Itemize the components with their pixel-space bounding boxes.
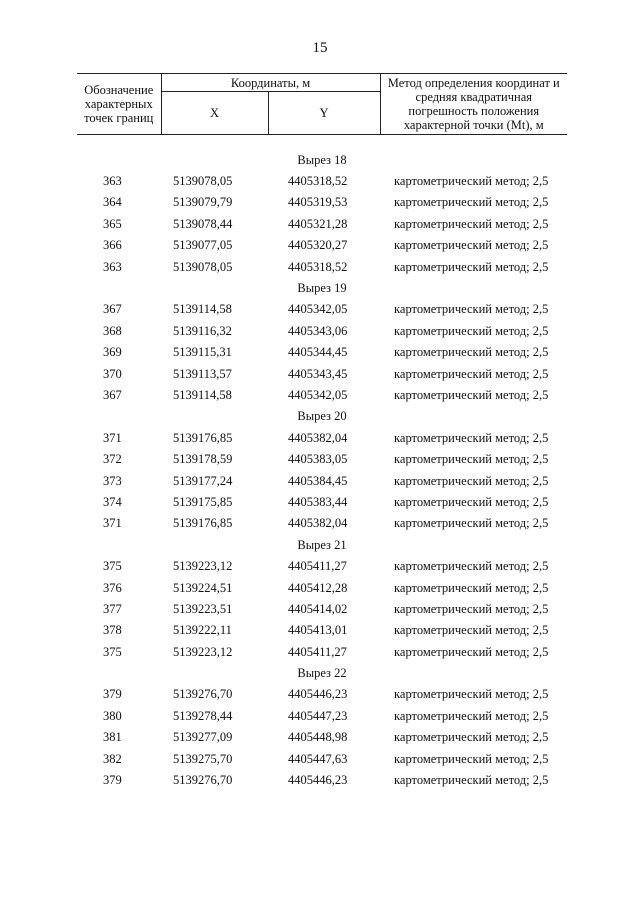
point-number: 370: [103, 366, 122, 381]
point-number: 381: [103, 730, 122, 745]
point-number: 379: [103, 687, 122, 702]
table-row: [77, 641, 567, 662]
coord-y: 4405411,27: [288, 644, 347, 659]
table-row: [77, 363, 567, 384]
coord-y: 4405318,52: [288, 174, 348, 189]
section-row: [77, 406, 567, 427]
table-row: [77, 620, 567, 641]
point-number: 372: [103, 452, 122, 467]
table-row: [77, 513, 567, 534]
point-number: 378: [103, 623, 122, 638]
coord-x: 5139078,05: [173, 259, 233, 274]
coord-y: 4405342,05: [288, 387, 348, 402]
point-number: 380: [103, 708, 122, 723]
section-row: [77, 662, 567, 683]
table-row: [77, 320, 567, 341]
coord-y: 4405318,52: [288, 259, 348, 274]
point-number: 371: [103, 516, 122, 531]
point-number: 374: [103, 494, 122, 509]
table-row: [77, 555, 567, 576]
coord-x: 5139275,70: [173, 751, 233, 766]
coord-x: 5139114,58: [173, 302, 232, 317]
header-coordinates: Координаты, м: [161, 74, 380, 92]
coord-x: 5139277,09: [173, 730, 233, 745]
method-cell: картометрический метод; 2,5: [394, 494, 549, 509]
coord-x: 5139078,44: [173, 216, 233, 231]
coord-y: 4405383,05: [288, 452, 348, 467]
coord-y: 4405414,02: [288, 601, 348, 616]
method-cell: картометрический метод; 2,5: [394, 387, 549, 402]
table-row: [77, 256, 567, 277]
table-row: [77, 299, 567, 320]
point-number: 363: [103, 259, 122, 274]
point-number: 366: [103, 238, 122, 253]
point-number: 375: [103, 559, 122, 574]
coord-y: 4405383,44: [288, 494, 348, 509]
header-x: X: [161, 92, 268, 135]
coord-x: 5139276,70: [173, 773, 233, 788]
point-number: 371: [103, 430, 122, 445]
coord-x: 5139077,05: [173, 238, 233, 253]
coord-y: 4405342,05: [288, 302, 348, 317]
coord-y: 4405412,28: [288, 580, 348, 595]
method-cell: картометрический метод; 2,5: [394, 473, 549, 488]
point-number: 375: [103, 644, 122, 659]
method-cell: картометрический метод; 2,5: [394, 345, 549, 360]
section-row: [77, 149, 567, 170]
method-cell: картометрический метод; 2,5: [394, 174, 549, 189]
table-row: [77, 705, 567, 726]
section-title: Вырез 22: [297, 666, 347, 681]
method-cell: картометрический метод; 2,5: [394, 559, 549, 574]
coord-x: 5139223,12: [173, 559, 233, 574]
method-cell: картометрический метод; 2,5: [394, 601, 549, 616]
table-row: [77, 491, 567, 512]
point-number: 377: [103, 601, 122, 616]
table-row: [77, 684, 567, 705]
coord-x: 5139176,85: [173, 516, 233, 531]
header-method: Метод определения координат и средняя квадратичная погрешность положения характерной точки (Mt), м: [380, 74, 567, 135]
coord-x: 5139224,51: [173, 580, 233, 595]
method-cell: картометрический метод; 2,5: [394, 452, 549, 467]
method-cell: картометрический метод; 2,5: [394, 687, 549, 702]
point-number: 376: [103, 580, 122, 595]
point-number: 368: [103, 323, 122, 338]
coord-y: 4405446,23: [288, 773, 348, 788]
method-cell: картометрический метод; 2,5: [394, 516, 549, 531]
coord-x: 5139115,31: [173, 345, 232, 360]
table-row: [77, 342, 567, 363]
table-row: [77, 748, 567, 769]
coord-y: 4405447,23: [288, 708, 348, 723]
table-row: [77, 213, 567, 234]
coord-y: 4405343,06: [288, 323, 348, 338]
page-number: 15: [312, 40, 328, 56]
method-cell: картометрический метод; 2,5: [394, 623, 549, 638]
point-number: 382: [103, 751, 122, 766]
coord-y: 4405411,27: [288, 559, 347, 574]
section-title: Вырез 19: [297, 281, 347, 296]
method-cell: картометрический метод; 2,5: [394, 644, 549, 659]
coord-x: 5139116,32: [173, 323, 232, 338]
method-cell: картометрический метод; 2,5: [394, 580, 549, 595]
method-cell: картометрический метод; 2,5: [394, 751, 549, 766]
section-title: Вырез 20: [297, 409, 347, 424]
table-body: [77, 135, 567, 791]
point-number: 367: [103, 302, 122, 317]
table-row: [77, 384, 567, 405]
point-number: 364: [103, 195, 122, 210]
section-row: [77, 534, 567, 555]
method-cell: картометрический метод; 2,5: [394, 366, 549, 381]
coord-y: 4405382,04: [288, 430, 348, 445]
coord-y: 4405446,23: [288, 687, 348, 702]
method-cell: картометрический метод; 2,5: [394, 216, 549, 231]
coord-y: 4405344,45: [288, 345, 348, 360]
coord-x: 5139222,11: [173, 623, 232, 638]
point-number: 369: [103, 345, 122, 360]
point-number: 367: [103, 387, 122, 402]
coord-y: 4405384,45: [288, 473, 348, 488]
coord-x: 5139114,58: [173, 387, 232, 402]
coord-y: 4405447,63: [288, 751, 348, 766]
table-row: [77, 470, 567, 491]
method-cell: картометрический метод; 2,5: [394, 195, 549, 210]
point-number: 363: [103, 174, 122, 189]
method-cell: картометрический метод; 2,5: [394, 730, 549, 745]
method-cell: картометрический метод; 2,5: [394, 238, 549, 253]
method-cell: картометрический метод; 2,5: [394, 259, 549, 274]
header-designation: Обозначение характерных точек границ: [77, 74, 161, 135]
coord-x: 5139177,24: [173, 473, 233, 488]
coord-y: 4405319,53: [288, 195, 348, 210]
table-row: [77, 727, 567, 748]
coord-x: 5139223,51: [173, 601, 233, 616]
point-number: 365: [103, 216, 122, 231]
point-number: 373: [103, 473, 122, 488]
coordinates-table: [77, 73, 567, 791]
method-cell: картометрический метод; 2,5: [394, 773, 549, 788]
section-title: Вырез 18: [297, 152, 347, 167]
table-row: [77, 192, 567, 213]
coord-y: 4405413,01: [288, 623, 348, 638]
section-row: [77, 277, 567, 298]
coord-x: 5139176,85: [173, 430, 233, 445]
method-cell: картометрический метод; 2,5: [394, 430, 549, 445]
table-row: [77, 577, 567, 598]
section-title: Вырез 21: [297, 537, 347, 552]
coord-y: 4405448,98: [288, 730, 348, 745]
table-header: [77, 74, 567, 135]
table-row: [77, 427, 567, 448]
header-y: Y: [268, 92, 380, 135]
point-number: 379: [103, 773, 122, 788]
coord-y: 4405321,28: [288, 216, 348, 231]
coord-x: 5139175,85: [173, 494, 233, 509]
method-cell: картометрический метод; 2,5: [394, 708, 549, 723]
method-cell: картометрический метод; 2,5: [394, 323, 549, 338]
coord-x: 5139113,57: [173, 366, 232, 381]
table-row: [77, 170, 567, 191]
table-row: [77, 235, 567, 256]
coord-x: 5139078,05: [173, 174, 233, 189]
coord-y: 4405343,45: [288, 366, 348, 381]
coord-x: 5139276,70: [173, 687, 233, 702]
table-row: [77, 598, 567, 619]
coord-y: 4405320,27: [288, 238, 348, 253]
coord-x: 5139178,59: [173, 452, 233, 467]
coord-x: 5139223,12: [173, 644, 233, 659]
table-row: [77, 769, 567, 790]
coord-x: 5139079,79: [173, 195, 233, 210]
coord-x: 5139278,44: [173, 708, 233, 723]
table-row: [77, 448, 567, 469]
method-cell: картометрический метод; 2,5: [394, 302, 549, 317]
coord-y: 4405382,04: [288, 516, 348, 531]
